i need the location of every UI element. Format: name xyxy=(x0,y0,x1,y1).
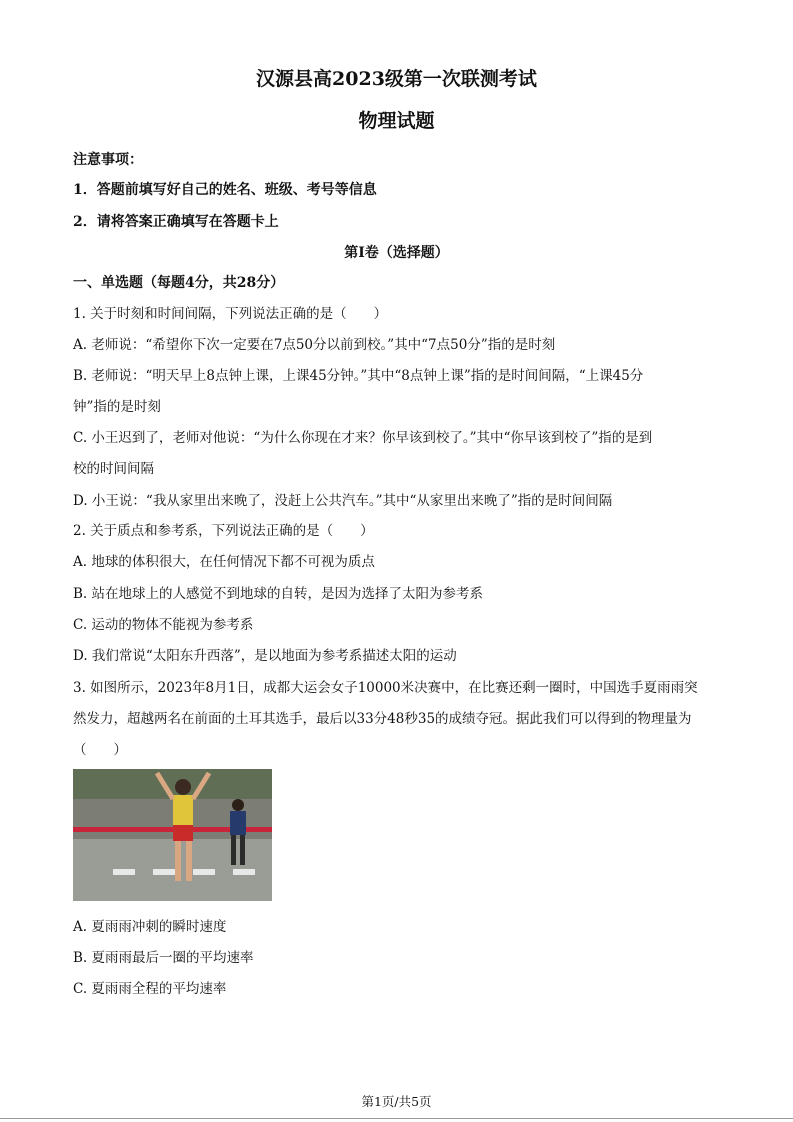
exam-title: 汉源县高2023级第一次联测考试 xyxy=(256,68,537,90)
question-2-option-d: D. 我们常说“太阳东升西落”，是以地面为参考系描述太阳的运动 xyxy=(73,648,457,664)
question-3-option-c: C. 夏雨雨全程的平均速率 xyxy=(73,981,227,997)
question-2-option-a: A. 地球的体积很大，在任何情况下都不可视为质点 xyxy=(73,554,375,570)
question-3-option-b: B. 夏雨雨最后一圈的平均速率 xyxy=(73,950,254,966)
question-1-stem: 1. 关于时刻和时间间隔，下列说法正确的是（ ） xyxy=(73,306,388,322)
question-3-option-a: A. 夏雨雨冲刺的瞬时速度 xyxy=(73,919,227,935)
part-heading: 一、单选题（每题4分，共28分） xyxy=(73,275,285,291)
question-2-stem: 2. 关于质点和参考系，下列说法正确的是（ ） xyxy=(73,523,374,539)
page-number: 第1页/共5页 xyxy=(361,1094,432,1109)
question-1-option-c-cont: 校的时间间隔 xyxy=(73,461,154,477)
question-3-stem-line-3: （ ） xyxy=(73,742,127,758)
question-3-stem-line-1: 3. 如图所示，2023年8月1日，成都大运会女子10000米决赛中，在比赛还剩一圈时，中国选手夏雨雨突 xyxy=(73,680,698,696)
question-2-option-c: C. 运动的物体不能视为参考系 xyxy=(73,617,254,633)
question-1-option-b-cont: 钟”指的是时刻 xyxy=(73,399,161,415)
question-1-option-b: B. 老师说：“明天早上8点钟上课，上课45分钟。”其中“8点钟上课”指的是时间间隔，“上课45分 xyxy=(73,368,644,384)
question-1-option-c: C. 小王迟到了，老师对他说：“为什么你现在才来？你早该到校了。”其中“你早该到校了”指的是到 xyxy=(73,430,653,446)
notice-heading: 注意事项： xyxy=(73,152,143,168)
question-1-option-a: A. 老师说：“希望你下次一定要在7点50分以前到校。”其中“7点50分”指的是时刻 xyxy=(73,337,556,353)
notice-item-1: 1．答题前填写好自己的姓名、班级、考号等信息 xyxy=(73,182,377,198)
exam-subtitle: 物理试题 xyxy=(358,110,435,132)
volume-heading: 第I卷（选择题） xyxy=(344,245,449,261)
race-finish-photo xyxy=(73,769,272,901)
question-3-stem-line-2: 然发力，超越两名在前面的土耳其选手，最后以33分48秒35的成绩夺冠。据此我们可以得到的物理量为 xyxy=(73,711,692,727)
bottom-divider xyxy=(0,1118,793,1119)
question-1-option-d: D. 小王说：“我从家里出来晚了，没赶上公共汽车。”其中“从家里出来晚了”指的是时间间隔 xyxy=(73,493,613,509)
question-2-option-b: B. 站在地球上的人感觉不到地球的自转，是因为选择了太阳为参考系 xyxy=(73,586,484,602)
notice-item-2: 2．请将答案正确填写在答题卡上 xyxy=(73,214,279,230)
